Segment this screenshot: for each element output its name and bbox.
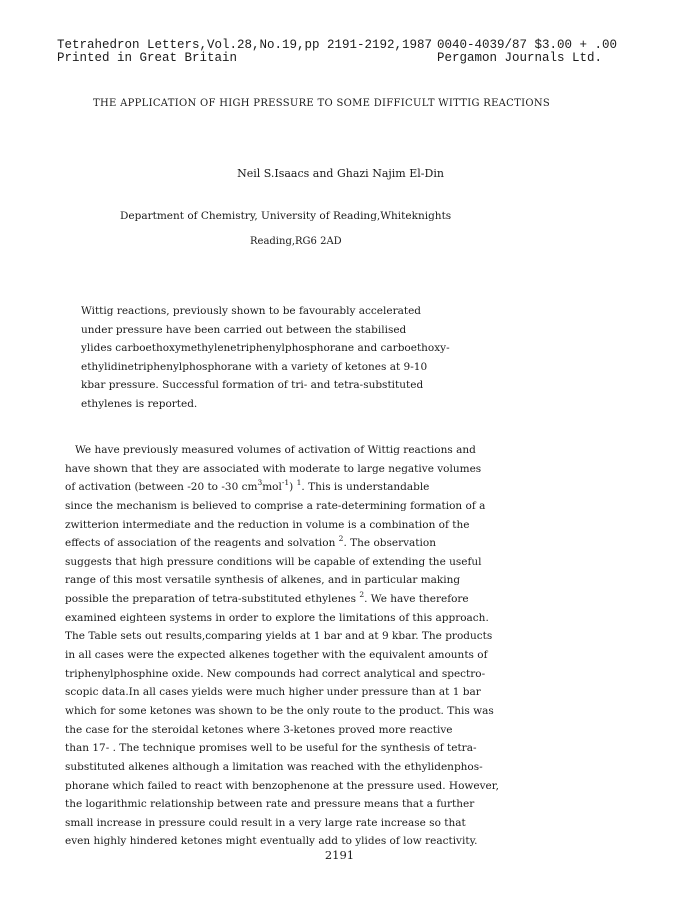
paper-title: THE APPLICATION OF HIGH PRESSURE TO SOME DIFFICULT WITTIG REACTIONS — [93, 98, 551, 109]
body-line: suggests that high pressure conditions will be capable of extending the useful — [65, 555, 482, 568]
abstract-line: kbar pressure. Successful formation of tri- and tetra-substituted — [81, 379, 424, 392]
reference-marker: 2 — [338, 534, 344, 544]
affiliation-line-2: Reading,RG6 2AD — [250, 236, 342, 247]
body-line: the logarithmic relationship between rate and pressure means that a further — [65, 798, 475, 811]
superscript: -1 — [281, 478, 290, 488]
body-line: small increase in pressure could result in a very large rate increase so that — [65, 816, 466, 829]
header-publisher: Pergamon Journals Ltd. — [437, 51, 603, 65]
body-line: range of this most versatile synthesis of alkenes, and in particular making — [65, 574, 461, 587]
body-line: zwitterion intermediate and the reduction in volume is a combination of the — [65, 518, 470, 531]
authors: Neil S.Isaacs and Ghazi Najim El-Din — [237, 167, 444, 180]
body-line-with-ref — [65, 590, 625, 609]
body-line: than 17- . The technique promises well to be useful for the synthesis of tetra- — [65, 742, 477, 755]
header-citation: Tetrahedron Letters,Vol.28,No.19,pp 2191-2192,1987 — [57, 38, 433, 52]
body-text-fragment: . The observation — [343, 537, 436, 550]
body-text-fragment: mol — [262, 481, 282, 494]
abstract — [81, 302, 501, 414]
body-line: substituted alkenes although a limitation was reached with the ethylidenphos- — [65, 760, 483, 773]
body-text-fragment: of activation (between -20 to -30 cm — [65, 481, 258, 494]
body-line: even highly hindered ketones might eventually add to ylides of low reactivity. — [65, 835, 478, 848]
body-text-fragment: . This is understandable — [301, 481, 430, 494]
abstract-line: ethylenes is reported. — [81, 397, 198, 410]
body-text-fragment: . We have therefore — [364, 593, 469, 606]
reference-marker: 2 — [359, 590, 365, 600]
superscript: 3 — [257, 478, 263, 488]
abstract-line: ylides carboethoxymethylenetriphenylphosphorane and carboethoxy- — [81, 342, 450, 355]
body-line: have shown that they are associated with moderate to large negative volumes — [65, 462, 482, 475]
affiliation-line-1: Department of Chemistry, University of Reading,Whiteknights — [120, 210, 452, 222]
body-line: in all cases were the expected alkenes together with the equivalent amounts of — [65, 649, 488, 662]
body-line: which for some ketones was shown to be the only route to the product. This was — [65, 704, 494, 717]
body-line: triphenylphosphine oxide. New compounds had correct analytical and spectro- — [65, 667, 486, 680]
body-line-with-ref — [65, 534, 625, 553]
header-code: 0040-4039/87 $3.00 + .00 — [437, 38, 618, 52]
body-line: We have previously measured volumes of activation of Wittig reactions and — [75, 444, 476, 456]
body-line: examined eighteen systems in order to explore the limitations of this approach. — [65, 611, 489, 624]
header-printed: Printed in Great Britain — [57, 51, 238, 65]
abstract-line: Wittig reactions, previously shown to be favourably accelerated — [81, 305, 422, 317]
reference-marker: 1 — [296, 478, 302, 488]
body-line: since the mechanism is believed to comprise a rate-determining formation of a — [65, 499, 486, 512]
abstract-line: ethylidinetriphenylphosphorane with a variety of ketones at 9-10 — [81, 360, 428, 373]
body-text-fragment: effects of association of the reagents and solvation — [65, 537, 339, 550]
body-text-fragment: possible the preparation of tetra-substituted ethylenes — [65, 593, 360, 606]
body-line: the case for the steroidal ketones where 3-ketones proved more reactive — [65, 723, 453, 736]
body-line: phorane which failed to react with benzophenone at the pressure used. However, — [65, 779, 499, 792]
body-text-fragment: ) — [289, 481, 297, 494]
body-line: The Table sets out results,comparing yields at 1 bar and at 9 kbar. The products — [65, 630, 493, 643]
abstract-line: under pressure have been carried out between the stabilised — [81, 323, 407, 336]
body-line: scopic data.In all cases yields were much higher under pressure than at 1 bar — [65, 686, 481, 699]
body-line-with-units — [65, 478, 625, 497]
page-number: 2191 — [324, 848, 355, 862]
body-text — [65, 441, 625, 851]
